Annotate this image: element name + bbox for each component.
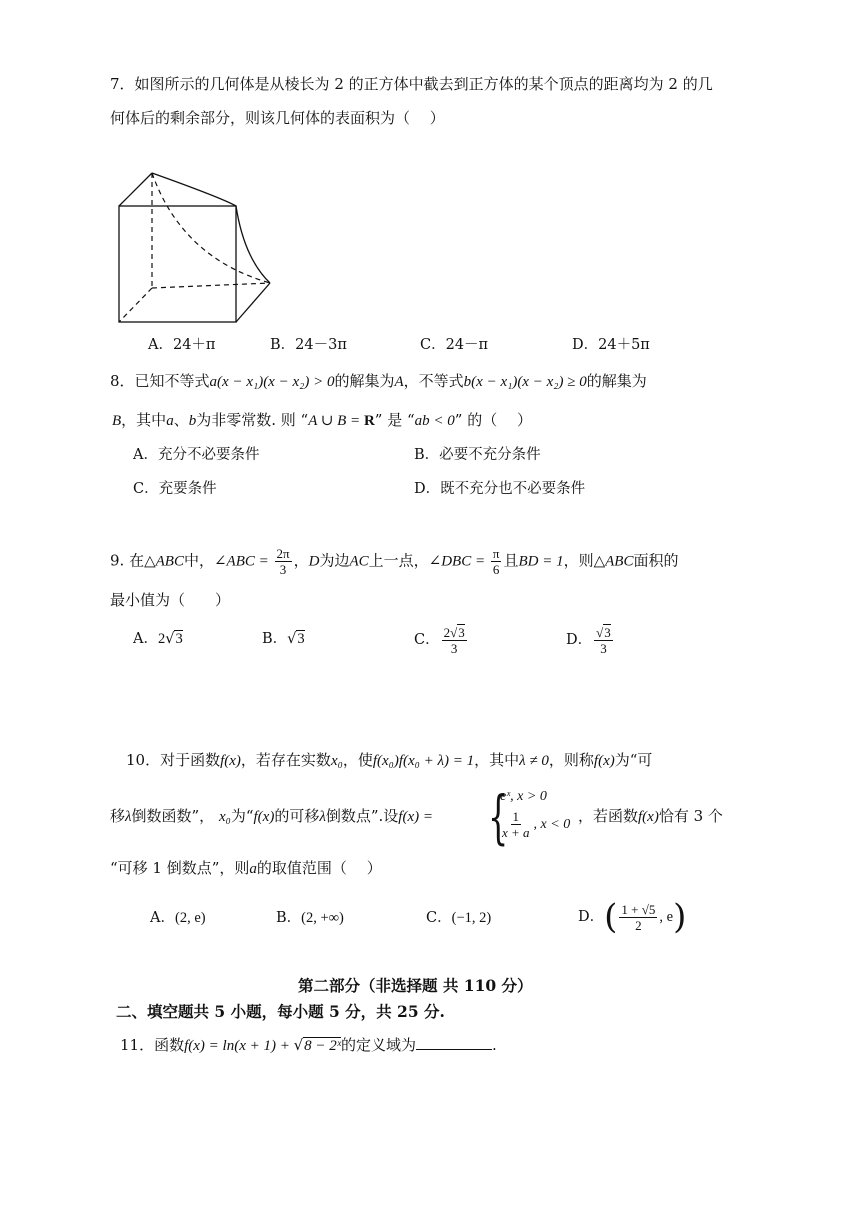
q7-option-b: B．24－3π bbox=[270, 337, 347, 353]
q10-option-d-label: D． bbox=[578, 909, 605, 925]
q9-fraction-2pi-3 bbox=[275, 546, 292, 577]
q10-text-shift: 移 bbox=[110, 807, 126, 825]
q10-option-b-value: (2, +∞) bbox=[301, 910, 344, 926]
q10-line2-right bbox=[578, 806, 723, 827]
q11-expression: f(x) = ln(x + 1) + bbox=[184, 1038, 294, 1054]
q9-option-c-denominator: 3 bbox=[450, 640, 458, 656]
q11-text-function: 11．函数 bbox=[120, 1036, 185, 1054]
q10-option-d-numerator: 1 + √5 bbox=[621, 901, 656, 917]
q10-fx-3: f(x) bbox=[253, 809, 275, 825]
part2-title: 第二部分（非选择题 共 110 分） bbox=[298, 976, 533, 995]
q9-side-ac: AC bbox=[349, 553, 369, 570]
q10-piecewise-function bbox=[488, 783, 578, 851]
q9-triangle-abc-2: △ABC bbox=[593, 553, 634, 570]
q10-lambda-2: λ bbox=[319, 809, 326, 825]
q10-fx-2: f(x) bbox=[593, 753, 615, 769]
q9-triangle-abc: △ABC bbox=[144, 553, 184, 570]
q11-line: 11．函数f(x) = ln(x + 1) + √8 − 2ˣ的定义域为 . bbox=[120, 1036, 497, 1054]
q9-fraction-pi-6-num: π bbox=[492, 546, 500, 561]
q8-line2 bbox=[112, 410, 532, 431]
q9-option-b: B．√3 bbox=[262, 631, 305, 647]
q8-option-b: B．必要不充分条件 bbox=[414, 447, 541, 463]
q10-text-exists: ，若存在实数 bbox=[240, 751, 331, 769]
q10-option-b bbox=[276, 908, 344, 928]
q8-var-a: a bbox=[166, 413, 174, 429]
q10-fx-4: f(x) bbox=[638, 809, 659, 825]
q8-var-b: b bbox=[188, 413, 197, 429]
q10-left-paren-icon: ( bbox=[604, 897, 618, 937]
q9-option-c-label: C． bbox=[414, 632, 440, 648]
q8-set-a: A bbox=[394, 374, 404, 390]
q10-case-1: eˣ, x > 0 bbox=[500, 789, 547, 804]
q10-text-range: 的取值范围（ ） bbox=[256, 859, 382, 877]
q7-line2: 何体后的剩余部分，则该几何体的表面积为（ ） bbox=[110, 109, 445, 127]
q8-expr1: a(x − x₁)(x − x₂) > 0 bbox=[209, 374, 335, 390]
q9-text-on-side: 为边 bbox=[319, 551, 350, 570]
q10-fx: f(x) bbox=[220, 753, 241, 769]
q9-option-d-radicand: 3 bbox=[604, 624, 611, 640]
q7-line1: 7．如图所示的几何体是从棱长为 2 的正方体中截去到正方体的某个顶点的距离均为 2 的几 bbox=[110, 75, 713, 93]
q8-text-of: ” 的（ ） bbox=[454, 411, 532, 429]
q10-f-definition: f(x) = bbox=[398, 809, 433, 825]
q10-option-d-fraction bbox=[619, 902, 657, 933]
q7-option-d: D．24＋5π bbox=[572, 337, 650, 353]
q10-text-is-quote: 为“ bbox=[230, 807, 254, 825]
q10-case-2-fraction bbox=[500, 809, 532, 840]
q9-angle-abc: ∠ABC = bbox=[213, 553, 273, 570]
q10-line2-left bbox=[110, 806, 433, 827]
q10-option-d-denominator: 2 bbox=[635, 917, 642, 933]
q9-text-then: ，则 bbox=[563, 551, 594, 570]
q8-separator: 、 bbox=[173, 411, 189, 429]
q9-angle-dbc: ∠DBC = bbox=[428, 553, 489, 570]
q8-mid1: 的解集为 bbox=[334, 372, 395, 390]
q9-option-c-numerator: 2√3 bbox=[443, 624, 465, 640]
q9-line2: 最小值为（ ） bbox=[110, 591, 231, 609]
q10-case-2 bbox=[498, 809, 570, 840]
q11-period: . bbox=[492, 1036, 497, 1054]
q10-lambda-nonzero: λ ≠ 0 bbox=[519, 753, 549, 769]
q10-text-point-set: 倒数点”.设 bbox=[325, 807, 399, 825]
q10-case-2-numerator: 1 bbox=[512, 809, 520, 824]
q9-text-mid: 中， bbox=[183, 551, 214, 570]
q8-suffix: 的解集为 bbox=[586, 372, 647, 390]
q9-option-a-label: A． bbox=[133, 631, 158, 647]
q10-text-points: “可移 1 倒数点”，则 bbox=[110, 859, 250, 877]
q9-fraction-2pi-3-num: 2π bbox=[276, 546, 290, 561]
q9-point-d: D bbox=[308, 553, 320, 570]
q10-option-a-label: A． bbox=[150, 910, 175, 926]
q7-solid-figure bbox=[112, 168, 278, 328]
q9-option-d-fraction bbox=[594, 625, 613, 656]
q10-text-reciprocal-fn: 倒数函数”， bbox=[131, 807, 215, 825]
q7-option-c: C．24－π bbox=[420, 337, 489, 353]
q10-brace-icon: { bbox=[488, 783, 509, 851]
q10-lambda: λ bbox=[125, 809, 132, 825]
q9-text-area: 面积的 bbox=[633, 551, 679, 570]
q10-text-if: ，若函数 bbox=[578, 807, 639, 825]
q10-x0-2: x₀ bbox=[218, 809, 231, 825]
q11-radicand: 8 − 2ˣ bbox=[304, 1038, 342, 1054]
q9-text-in: 9. 在 bbox=[110, 551, 145, 570]
q10-text-call: ，则称 bbox=[548, 751, 594, 769]
q7-option-a: A．24＋π bbox=[148, 337, 216, 353]
q10-option-c bbox=[426, 908, 491, 928]
q8-option-a: A．充分不必要条件 bbox=[133, 447, 260, 463]
q9-fraction-pi-6-den: 6 bbox=[492, 562, 500, 577]
q8-expr2: b(x − x₁)(x − x₂) ≥ 0 bbox=[463, 374, 587, 390]
q10-case-2-condition: , x < 0 bbox=[533, 816, 571, 832]
q9-option-c-coef: 2 bbox=[443, 624, 451, 640]
q9-option-b-label: B． bbox=[262, 631, 288, 647]
q8-text-nonzero: 为非零常数. 则 “ bbox=[196, 411, 309, 429]
q9-option-c-fraction bbox=[442, 625, 467, 656]
q9-option-b-radicand: 3 bbox=[297, 631, 305, 647]
q9-text-and: 且 bbox=[503, 551, 519, 570]
q10-option-d-tail: , e bbox=[659, 909, 674, 925]
q8-option-d: D．既不充分也不必要条件 bbox=[414, 481, 586, 497]
q9-option-a: A．2√3 bbox=[133, 631, 183, 647]
q9-option-a-coef: 2 bbox=[157, 631, 166, 647]
q8-text-is: ” 是 “ bbox=[374, 411, 415, 429]
q8-real-set: R bbox=[363, 413, 375, 429]
q10-text-is: 为“可 bbox=[614, 751, 653, 769]
q10-line3 bbox=[110, 858, 382, 879]
q8-line1 bbox=[110, 371, 647, 392]
q9-option-c bbox=[414, 622, 469, 658]
q10-option-a-value: (2, e) bbox=[174, 910, 206, 926]
q10-option-c-label: C． bbox=[426, 910, 452, 926]
q10-x0: x₀ bbox=[330, 753, 343, 769]
q10-text-such: ，使 bbox=[342, 751, 373, 769]
q11-answer-blank[interactable] bbox=[416, 1035, 492, 1050]
q9-text-point: 上一点， bbox=[368, 551, 429, 570]
q9-option-d bbox=[566, 622, 615, 658]
q9-fraction-pi-6 bbox=[491, 546, 502, 577]
q10-text-shiftable: 的可移 bbox=[274, 807, 320, 825]
q9-option-d-label: D． bbox=[566, 632, 593, 648]
q10-text-exactly-three: 恰有 3 个 bbox=[658, 807, 723, 825]
q9-option-d-denominator: 3 bbox=[600, 640, 607, 656]
q8-prefix: 8．已知不等式 bbox=[110, 372, 210, 390]
q11-text-domain: 的定义域为 bbox=[341, 1036, 417, 1054]
q8-mid2: ，不等式 bbox=[403, 372, 464, 390]
q9-bd-equals-1: BD = 1 bbox=[518, 553, 564, 570]
q9-option-d-numerator: √3 bbox=[596, 624, 611, 640]
q10-text-for: 10．对于函数 bbox=[126, 751, 221, 769]
q8-union: A ∪ B = bbox=[308, 413, 364, 429]
q10-equation: f(x₀)f(x₀ + λ) = 1 bbox=[372, 753, 475, 769]
q8-text-where: ，其中 bbox=[121, 411, 167, 429]
q8-option-c: C．充要条件 bbox=[133, 481, 217, 497]
q9-option-a-radicand: 3 bbox=[175, 631, 183, 647]
q10-line1 bbox=[126, 750, 652, 771]
q10-option-c-value: (−1, 2) bbox=[451, 910, 492, 926]
q9-fraction-2pi-3-den: 3 bbox=[279, 562, 287, 577]
q9-comma: ， bbox=[293, 551, 309, 570]
q10-var-a: a bbox=[249, 861, 257, 877]
q8-ab-condition: ab < 0 bbox=[414, 413, 455, 429]
q10-right-paren-icon: ) bbox=[673, 897, 687, 937]
q10-option-d bbox=[578, 898, 686, 936]
q10-option-b-label: B． bbox=[276, 910, 302, 926]
q10-option-a bbox=[150, 908, 206, 928]
q10-case-2-denominator: x + a bbox=[502, 825, 530, 840]
q8-set-b: B bbox=[112, 413, 122, 429]
q10-text-where: ，其中 bbox=[474, 751, 520, 769]
q9-option-c-radicand: 3 bbox=[458, 624, 465, 640]
q9-line1 bbox=[110, 546, 678, 577]
section-fill-blank-heading: 二、填空题共 5 小题，每小题 5 分，共 25 分. bbox=[116, 1002, 445, 1021]
